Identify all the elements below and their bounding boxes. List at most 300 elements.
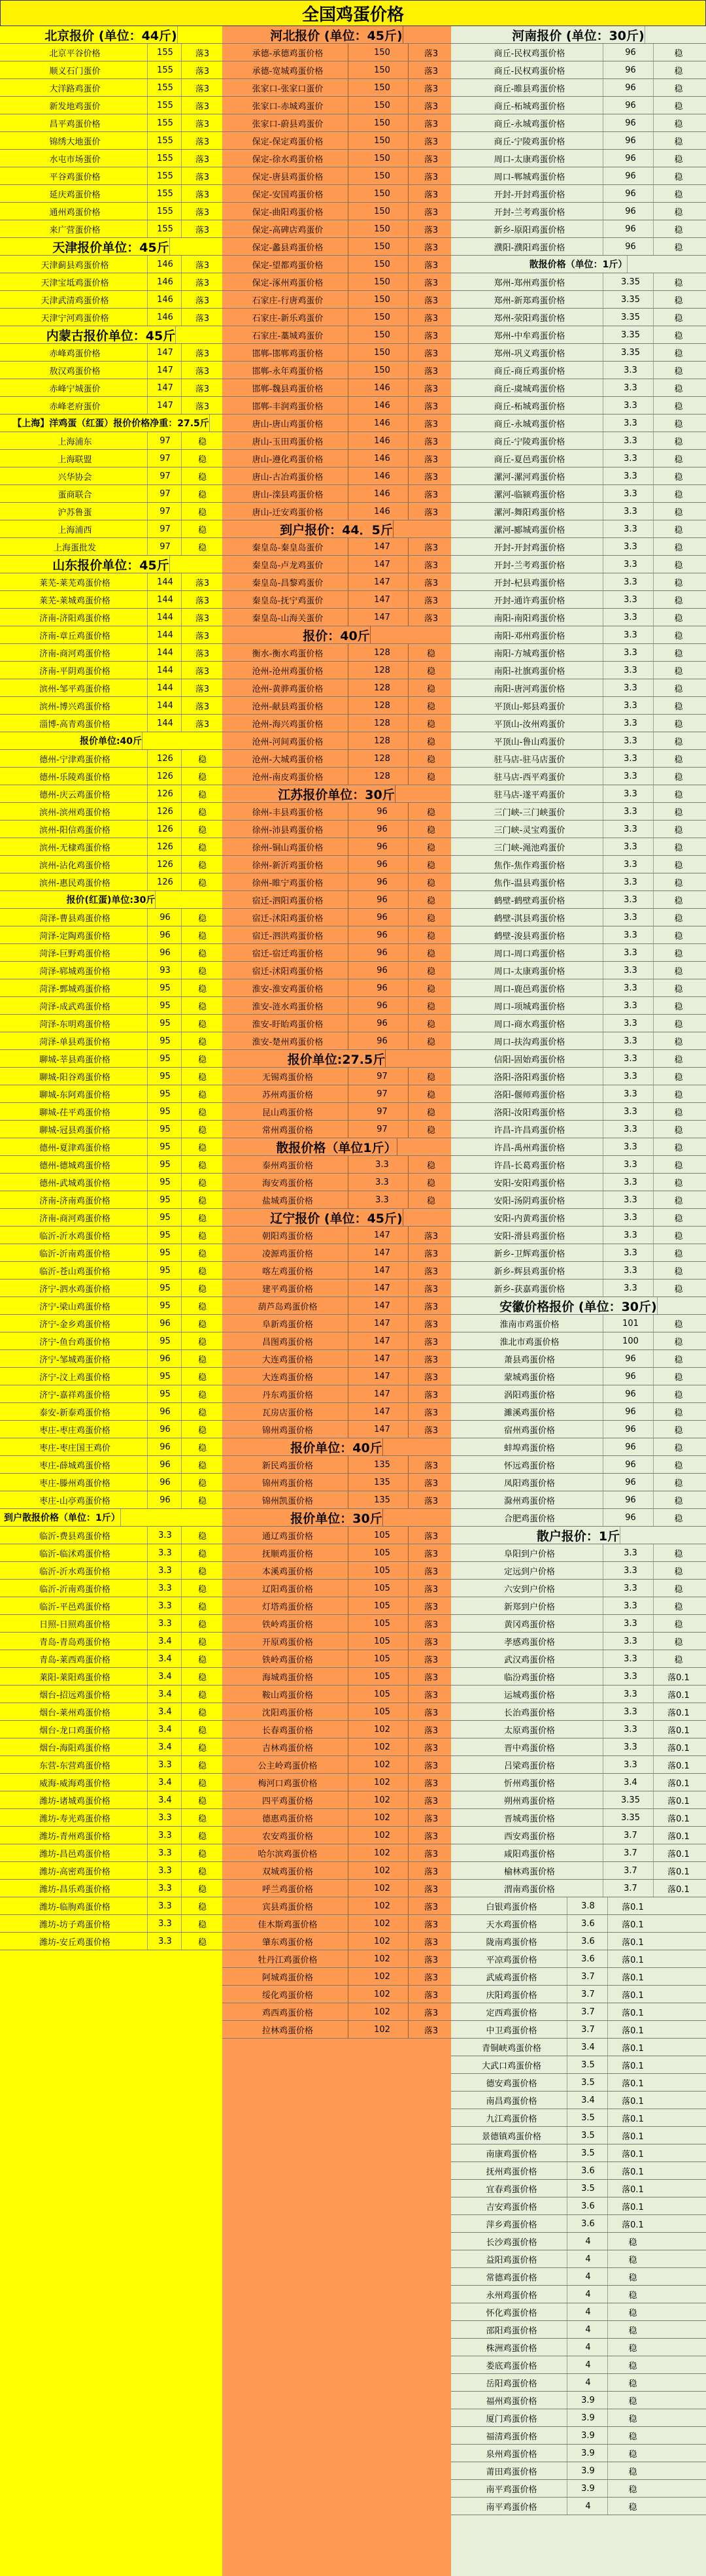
price-value: 105 <box>356 1668 409 1685</box>
price-change: 落0.1 <box>622 1920 644 1930</box>
region-name: 青岛-莱西鸡蛋价格 <box>3 1650 148 1667</box>
price-row <box>222 1844 451 1862</box>
region-name: 商丘-商丘鸡蛋价格 <box>456 362 603 379</box>
price-row <box>222 432 451 450</box>
price-value: 105 <box>356 1527 409 1544</box>
price-change: 稳 <box>674 1337 683 1347</box>
price-row <box>222 1933 451 1950</box>
price-value: 3.7 <box>569 2003 608 2020</box>
price-value: 102 <box>356 1809 409 1826</box>
price-row <box>451 591 706 609</box>
section-header-text: 报价单位:27.5斤 <box>288 1050 386 1067</box>
region-name: 厦门鸡蛋价格 <box>456 2409 567 2426</box>
price-row <box>222 362 451 379</box>
price-row <box>0 1244 222 1262</box>
price-value: 95 <box>149 1032 182 1049</box>
region-name: 拉林鸡蛋价格 <box>227 2021 348 2038</box>
price-row <box>222 856 451 873</box>
section-header-text: 【上海】洋鸡蛋（红蛋）报价价格净重：27.5斤 <box>12 415 210 432</box>
price-change: 稳 <box>197 1655 207 1665</box>
price-row <box>0 1209 222 1227</box>
region-name: 滁州鸡蛋价格 <box>456 1491 603 1508</box>
price-row <box>451 485 706 503</box>
region-name: 郑州-中牟鸡蛋价格 <box>456 326 603 343</box>
price-value: 3.3 <box>608 626 654 643</box>
section-header-text: 报价(红蛋)单位:30斤 <box>67 891 156 908</box>
price-change: 落3 <box>424 1902 439 1912</box>
price-change: 落3 <box>424 1973 439 1983</box>
price-row <box>0 520 222 538</box>
price-change: 稳 <box>674 154 683 165</box>
region-name: 定远到户价格 <box>456 1562 603 1579</box>
price-value: 96 <box>149 1474 182 1491</box>
price-change: 落0.1 <box>622 1902 644 1912</box>
price-change: 稳 <box>197 807 207 818</box>
region-name: 宿迁-沭阳鸡蛋价格 <box>227 909 348 926</box>
region-name: 淮安-淮安鸡蛋价格 <box>227 979 348 996</box>
price-change: 稳 <box>674 278 683 288</box>
price-row <box>0 185 222 203</box>
price-value: 146 <box>356 450 409 467</box>
price-change: 落0.1 <box>622 1973 644 1983</box>
price-change: 稳 <box>674 790 683 800</box>
region-name: 焦作-温县鸡蛋价格 <box>456 873 603 890</box>
price-value: 3.35 <box>608 273 654 290</box>
price-value: 147 <box>356 556 409 573</box>
price-row <box>451 1774 706 1791</box>
price-change: 稳 <box>197 1443 207 1453</box>
price-change: 稳 <box>674 190 683 200</box>
price-value: 150 <box>356 256 409 273</box>
price-row <box>451 2056 706 2074</box>
price-change: 稳 <box>628 2502 637 2513</box>
price-row <box>451 1686 706 1703</box>
region-name: 商丘-柘城鸡蛋价格 <box>456 97 603 114</box>
price-row <box>451 803 706 821</box>
price-row <box>451 238 706 256</box>
price-change: 稳 <box>674 1249 683 1259</box>
region-name: 枣庄-滕州鸡蛋价格 <box>3 1474 148 1491</box>
price-value: 128 <box>356 715 409 732</box>
price-row <box>451 785 706 803</box>
price-value: 146 <box>149 256 182 273</box>
price-value: 97 <box>149 467 182 484</box>
price-value: 3.3 <box>608 1156 654 1173</box>
region-name: 瓦房店蛋价格 <box>227 1403 348 1420</box>
region-name: 邯郸-邯郸鸡蛋价格 <box>227 344 348 361</box>
price-change: 稳 <box>674 1461 683 1471</box>
region-name: 长春鸡蛋价格 <box>227 1721 348 1738</box>
price-row <box>0 61 222 79</box>
price-change: 稳 <box>628 2361 637 2371</box>
price-value: 150 <box>356 238 409 255</box>
price-change: 稳 <box>674 1637 683 1648</box>
price-row <box>222 873 451 891</box>
price-value: 96 <box>608 1474 654 1491</box>
price-change: 落0.1 <box>667 1778 690 1789</box>
region-name: 淄博-高青鸡蛋价格 <box>3 715 148 732</box>
price-row <box>222 1791 451 1809</box>
region-name: 枣庄-枣庄国王鸡价 <box>3 1438 148 1455</box>
price-row <box>0 591 222 609</box>
price-change: 落3 <box>195 137 210 147</box>
price-row <box>451 1015 706 1032</box>
price-change: 稳 <box>197 1584 207 1595</box>
price-change: 稳 <box>674 860 683 871</box>
region-name: 潍坊-诸城鸡蛋价格 <box>3 1791 148 1808</box>
price-row <box>222 573 451 591</box>
price-value: 97 <box>356 1068 409 1085</box>
section-header-text: 内蒙古报价单位：45斤 <box>46 326 176 343</box>
price-value: 3.9 <box>569 2427 608 2444</box>
region-name: 许昌-禹州鸡蛋价格 <box>456 1138 603 1155</box>
price-row <box>222 944 451 962</box>
price-change: 稳 <box>674 84 683 94</box>
price-change: 稳 <box>197 1690 207 1701</box>
price-change: 稳 <box>674 243 683 253</box>
price-row <box>451 1897 706 1915</box>
price-change: 稳 <box>197 825 207 836</box>
price-change: 稳 <box>426 684 435 694</box>
price-row <box>0 150 222 167</box>
region-name: 喀左鸡蛋价格 <box>227 1262 348 1279</box>
price-value: 3.3 <box>149 1844 182 1861</box>
price-value: 146 <box>149 273 182 290</box>
price-value: 155 <box>149 97 182 114</box>
price-value: 3.3 <box>608 503 654 520</box>
price-row <box>451 768 706 785</box>
price-row <box>451 1544 706 1562</box>
price-change: 稳 <box>426 1125 435 1136</box>
price-change: 稳 <box>197 1761 207 1771</box>
region-name: 太原鸡蛋价格 <box>456 1721 603 1738</box>
price-value: 3.5 <box>569 2144 608 2161</box>
price-value: 155 <box>149 61 182 78</box>
price-row <box>451 1491 706 1509</box>
price-row <box>222 1562 451 1580</box>
price-row <box>0 1315 222 1332</box>
price-change: 落3 <box>424 2025 439 2036</box>
price-value: 146 <box>356 467 409 484</box>
region-name: 滨州-沾化鸡蛋价格 <box>3 856 148 873</box>
region-name: 海城鸡蛋价格 <box>227 1668 348 1685</box>
region-name: 临沂-平邑鸡蛋价格 <box>3 1597 148 1614</box>
region-name: 德安鸡蛋价格 <box>456 2074 567 2091</box>
price-change: 落0.1 <box>622 2220 644 2230</box>
price-change: 落0.1 <box>667 1814 690 1824</box>
price-row <box>451 1633 706 1650</box>
region-name: 上海联盟 <box>3 450 148 467</box>
price-row <box>222 1015 451 1032</box>
price-change: 稳 <box>197 1302 207 1312</box>
region-name: 沈阳鸡蛋价格 <box>227 1703 348 1720</box>
price-row <box>0 1615 222 1633</box>
price-row <box>0 856 222 873</box>
region-name: 吕梁鸡蛋价格 <box>456 1756 603 1773</box>
region-name: 锦州鸡蛋价格 <box>227 1474 348 1491</box>
price-value: 3.3 <box>149 1880 182 1897</box>
price-change: 落3 <box>424 1337 439 1347</box>
price-row <box>222 503 451 520</box>
price-value: 3.3 <box>149 1756 182 1773</box>
price-change: 稳 <box>197 1249 207 1259</box>
price-change: 落3 <box>424 1496 439 1506</box>
region-name: 景德镇鸡蛋价格 <box>456 2127 567 2144</box>
price-change: 稳 <box>628 2414 637 2424</box>
price-change: 稳 <box>197 1372 207 1383</box>
region-name: 莱芜-莱芜鸡蛋价格 <box>3 573 148 590</box>
price-row <box>222 44 451 61</box>
region-name: 沧州-黄骅鸡蛋价格 <box>227 679 348 696</box>
price-value: 3.4 <box>149 1686 182 1703</box>
price-change: 落3 <box>424 278 439 288</box>
price-change: 落3 <box>195 84 210 94</box>
price-row <box>222 150 451 167</box>
price-value: 3.4 <box>149 1774 182 1791</box>
region-name: 平顶山-郏县鸡蛋价 <box>456 697 603 714</box>
region-name: 六安到户价格 <box>456 1580 603 1597</box>
price-row <box>451 944 706 962</box>
price-change: 落0.1 <box>667 1708 690 1718</box>
region-name: 无锡鸡蛋价格 <box>227 1068 348 1085</box>
region-name: 烟台-招远鸡蛋价格 <box>3 1686 148 1703</box>
price-value: 3.3 <box>608 1015 654 1032</box>
price-value: 155 <box>149 44 182 61</box>
region-name: 商丘-宁陵鸡蛋价格 <box>456 432 603 449</box>
price-row <box>0 1897 222 1915</box>
region-name: 周口-项城鸡蛋价格 <box>456 997 603 1014</box>
price-value: 144 <box>149 609 182 626</box>
price-row <box>451 362 706 379</box>
price-value: 102 <box>356 1880 409 1897</box>
price-change: 落0.1 <box>622 1990 644 2001</box>
region-name: 徐州-新沂鸡蛋价格 <box>227 856 348 873</box>
region-name: 烟台-龙口鸡蛋价格 <box>3 1721 148 1738</box>
price-change: 落3 <box>424 366 439 377</box>
price-row <box>222 1880 451 1897</box>
section-header <box>451 26 706 44</box>
price-row <box>451 1915 706 1933</box>
price-row <box>451 1138 706 1156</box>
price-value: 3.3 <box>608 909 654 926</box>
price-value: 3.9 <box>569 2445 608 2462</box>
price-change: 稳 <box>197 472 207 483</box>
price-change: 稳 <box>197 1266 207 1277</box>
price-change: 稳 <box>674 825 683 836</box>
price-row <box>0 838 222 856</box>
price-row <box>0 97 222 114</box>
price-row <box>0 1262 222 1280</box>
price-change: 稳 <box>197 1831 207 1842</box>
price-row <box>451 1103 706 1121</box>
price-value: 96 <box>608 220 654 237</box>
price-change: 稳 <box>426 649 435 659</box>
price-row <box>451 520 706 538</box>
price-row <box>222 1244 451 1262</box>
region-name: 长治鸡蛋价格 <box>456 1703 603 1720</box>
price-value: 96 <box>356 962 409 979</box>
price-value: 3.3 <box>608 856 654 873</box>
price-change: 稳 <box>674 1090 683 1100</box>
section-header <box>451 1527 706 1544</box>
price-row <box>451 1474 706 1491</box>
region-name: 萧县鸡蛋价格 <box>456 1350 603 1367</box>
price-row <box>451 1332 706 1350</box>
region-name: 潍坊-安丘鸡蛋价格 <box>3 1933 148 1950</box>
price-row <box>451 679 706 697</box>
region-name: 赤峰老府蛋价 <box>3 397 148 414</box>
section-header <box>0 415 222 432</box>
region-name: 顺义石门蛋价 <box>3 61 148 78</box>
price-value: 3.3 <box>608 979 654 996</box>
region-name: 鸡西鸡蛋价格 <box>227 2003 348 2020</box>
price-change: 落3 <box>424 84 439 94</box>
region-name: 昆山鸡蛋价格 <box>227 1103 348 1120</box>
price-value: 3.3 <box>608 785 654 802</box>
region-name: 秦皇岛-抚宁鸡蛋价 <box>227 591 348 608</box>
price-change: 稳 <box>197 1161 207 1171</box>
price-value: 150 <box>356 220 409 237</box>
region-name: 大连鸡蛋价格 <box>227 1368 348 1385</box>
price-change: 落3 <box>424 1637 439 1648</box>
price-change: 落3 <box>424 313 439 324</box>
price-change: 稳 <box>674 896 683 906</box>
price-value: 128 <box>356 662 409 679</box>
price-value: 102 <box>356 1791 409 1808</box>
region-name: 敖汉鸡蛋价格 <box>3 362 148 379</box>
price-value: 105 <box>356 1615 409 1632</box>
region-name: 周口-太康鸡蛋价格 <box>456 150 603 167</box>
price-value: 144 <box>149 679 182 696</box>
price-value: 96 <box>608 44 654 61</box>
region-name: 临沂-费县鸡蛋价格 <box>3 1527 148 1544</box>
price-change: 稳 <box>674 1213 683 1224</box>
region-name: 东营-东营鸡蛋价格 <box>3 1756 148 1773</box>
section-header-text: 到户报价：44．5斤 <box>280 520 394 537</box>
price-change: 稳 <box>674 48 683 59</box>
region-name: 枣庄-山亭鸡蛋价格 <box>3 1491 148 1508</box>
price-change: 落3 <box>424 1355 439 1365</box>
region-name: 开封-杞县鸡蛋价格 <box>456 573 603 590</box>
price-change: 稳 <box>674 1108 683 1118</box>
region-name: 南平鸡蛋价格 <box>456 2480 567 2497</box>
region-name: 滨州-阳信鸡蛋价格 <box>3 821 148 838</box>
price-row <box>222 1703 451 1721</box>
price-change: 稳 <box>197 790 207 800</box>
price-change: 稳 <box>197 490 207 500</box>
price-change: 稳 <box>426 1072 435 1083</box>
price-row <box>451 1580 706 1597</box>
price-row <box>222 1191 451 1209</box>
price-value: 147 <box>356 1332 409 1349</box>
region-name: 大武口鸡蛋价格 <box>456 2056 567 2073</box>
region-name: 聊城-阳谷鸡蛋价格 <box>3 1068 148 1085</box>
region-name: 娄底鸡蛋价格 <box>456 2356 567 2373</box>
price-row <box>0 909 222 926</box>
price-change: 稳 <box>674 1619 683 1630</box>
region-name: 沧州-河间鸡蛋价格 <box>227 732 348 749</box>
price-row <box>451 2250 706 2268</box>
price-change: 稳 <box>197 878 207 889</box>
section-header-text: 北京报价 (单位：44斤) <box>44 26 177 43</box>
price-change: 落3 <box>424 1831 439 1842</box>
region-name: 九江鸡蛋价格 <box>456 2109 567 2126</box>
region-name: 新发地鸡蛋价 <box>3 97 148 114</box>
price-change: 稳 <box>674 1002 683 1012</box>
price-change: 稳 <box>426 949 435 959</box>
price-value: 3.3 <box>608 379 654 396</box>
price-change: 稳 <box>674 843 683 853</box>
price-value: 96 <box>608 61 654 78</box>
price-value: 95 <box>149 1191 182 1208</box>
price-change: 稳 <box>197 1090 207 1100</box>
price-change: 稳 <box>197 1531 207 1542</box>
price-change: 落3 <box>424 1761 439 1771</box>
price-change: 稳 <box>426 878 435 889</box>
price-row <box>451 1421 706 1438</box>
price-value: 3.3 <box>608 1580 654 1597</box>
price-change: 稳 <box>197 1884 207 1895</box>
price-change: 落3 <box>424 1849 439 1859</box>
price-change: 稳 <box>674 984 683 994</box>
price-row <box>222 114 451 132</box>
price-row <box>222 1103 451 1121</box>
price-change: 落3 <box>424 1990 439 2001</box>
price-value: 96 <box>608 203 654 220</box>
price-change: 落3 <box>195 384 210 394</box>
price-change: 稳 <box>197 1425 207 1436</box>
price-change: 稳 <box>674 772 683 783</box>
region-name: 滨州-滨州鸡蛋价格 <box>3 803 148 820</box>
price-value: 3.3 <box>608 697 654 714</box>
price-value: 3.3 <box>608 838 654 855</box>
region-name: 济南-商河鸡蛋价格 <box>3 644 148 661</box>
price-row <box>222 1650 451 1668</box>
price-value: 3.35 <box>608 1791 654 1808</box>
region-name: 武汉鸡蛋价格 <box>456 1650 603 1667</box>
price-row <box>451 167 706 185</box>
region-name: 榆林鸡蛋价格 <box>456 1862 603 1879</box>
price-value: 3.9 <box>569 2480 608 2497</box>
price-change: 落3 <box>424 1408 439 1418</box>
price-value: 3.3 <box>608 397 654 414</box>
section-header <box>222 785 451 803</box>
price-value: 3.3 <box>149 1827 182 1844</box>
price-value: 150 <box>356 44 409 61</box>
region-name: 大连鸡蛋价格 <box>227 1350 348 1367</box>
price-change: 落3 <box>424 1778 439 1789</box>
price-change: 稳 <box>674 507 683 518</box>
price-change: 稳 <box>197 1108 207 1118</box>
region-name: 潍坊-昌乐鸡蛋价格 <box>3 1880 148 1897</box>
price-row <box>451 626 706 644</box>
region-name: 平凉鸡蛋价格 <box>456 1950 567 1967</box>
region-name: 济宁-金乡鸡蛋价格 <box>3 1315 148 1332</box>
price-row <box>451 432 706 450</box>
price-row <box>0 538 222 556</box>
price-value: 102 <box>356 1933 409 1950</box>
price-change: 稳 <box>674 525 683 535</box>
price-row <box>0 1791 222 1809</box>
region-name: 双城鸡蛋价格 <box>227 1862 348 1879</box>
price-row <box>222 1580 451 1597</box>
price-row <box>0 1032 222 1050</box>
price-value: 3.3 <box>608 732 654 749</box>
price-change: 稳 <box>426 825 435 836</box>
region-name: 蛋商联合 <box>3 485 148 502</box>
price-value: 144 <box>149 573 182 590</box>
region-name: 凤阳鸡蛋价格 <box>456 1474 603 1491</box>
